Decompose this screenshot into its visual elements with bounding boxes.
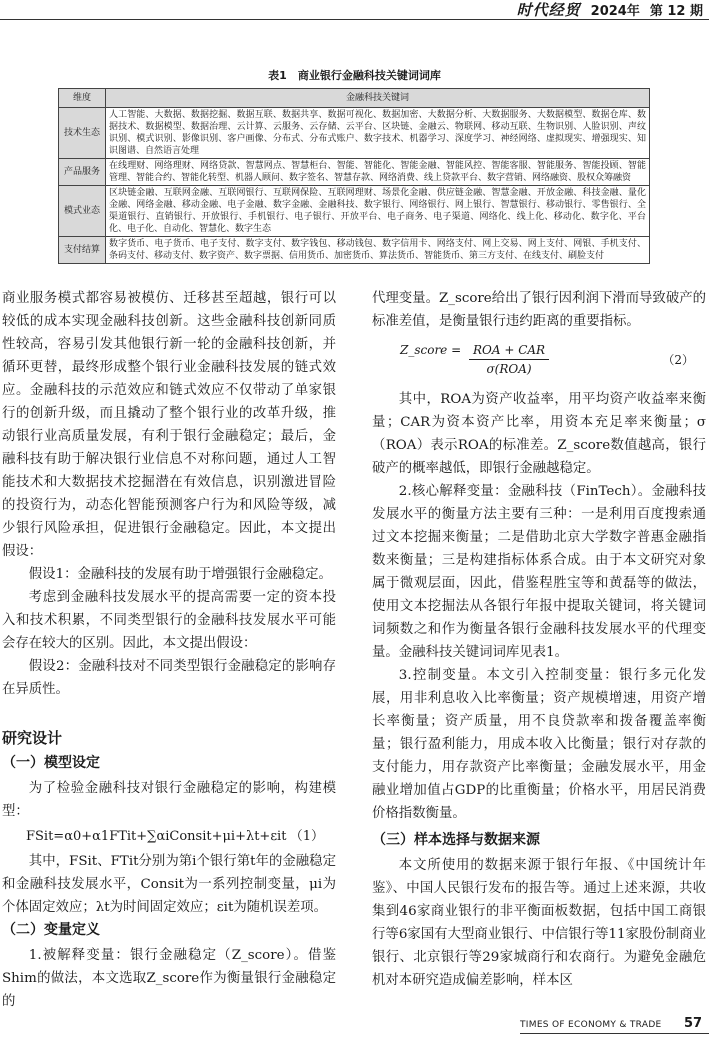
page-number: 57 bbox=[684, 1016, 703, 1031]
table-cell-keywords: 人工智能、大数据、数据挖掘、数据互联、数据共享、数据可视化、数据加密、大数据分析、大数据服务、大数据模型、数据仓库、数据技术、数据模型、数据治理、云计算、云服务、云存储、云平台、区块链、金融云、物联网、移动互联、生物识别、人脸识别、声纹识别、模式识别、影像识别、客户画像、分布式、分布式账户、数字技术、机器学习、深度学习、神经网络、虚拟现实、增强现实、知识图谱、自然语言处理 bbox=[106, 108, 650, 159]
paragraph: 代理变量。Z_score给出了银行因利润下滑而导致破产的标准差值，是衡量银行违约距离的重要指标。 bbox=[372, 291, 706, 329]
section-heading: 研究设计 bbox=[2, 729, 63, 747]
left-column bbox=[2, 287, 336, 1013]
paragraph: 考虑到金融科技发展水平的提高需要一定的资本投入和技术积累，不同类型银行的金融科技发展水平可能会存在较大的区别。因此，本文提出假设： bbox=[2, 590, 336, 651]
equation-1-body: FSit=α0+α1FTit+∑αiConsit+μi+λt+εit bbox=[26, 829, 287, 844]
table-row bbox=[59, 159, 650, 186]
equation-2-number: （2） bbox=[662, 353, 694, 367]
paragraph: 为了检验金融科技对银行金融稳定的影响，构建模型： bbox=[2, 781, 336, 819]
equation-2-fraction bbox=[469, 343, 549, 376]
subsection-heading: （三）样本选择与数据来源 bbox=[372, 832, 540, 848]
page-header bbox=[517, 0, 703, 18]
footer-rule bbox=[520, 1033, 709, 1034]
equation-2-lhs: Z_score = bbox=[400, 343, 462, 357]
table-row bbox=[59, 237, 650, 264]
table-cell-dimension: 模式业态 bbox=[59, 186, 106, 237]
table-cell-dimension: 产品服务 bbox=[59, 159, 106, 186]
table-cell-keywords: 在线理财、网络理财、网络贷款、智慧网点、智慧柜台、智能、智能化、智能金融、智能风控、智能客服、智能服务、智能投顾、智能管理、智能合约、智能化转型、机器人顾问、数字签名、智慧存款、网络消费、线上贷款平台、数字营销、网络融资、股权众筹融资 bbox=[106, 159, 650, 186]
subsection-heading: （二）变量定义 bbox=[2, 922, 100, 938]
table-cell-dimension: 技术生态 bbox=[59, 108, 106, 159]
paragraph: 本文所使用的数据来源于银行年报、《中国统计年鉴》、中国人民银行发布的报告等。通过上述来源，共收集到46家商业银行的非平衡面板数据，包括中国工商银行等6家国有大型商业银行、中信银行等11家股份制商业银行、北京银行等29家城商行和农商行。为避免金融危机对本研究造成偏差影响，样本区 bbox=[372, 858, 706, 988]
journal-footer: TIMES OF ECONOMY & TRADE bbox=[520, 1020, 662, 1030]
equation-2 bbox=[372, 333, 706, 388]
equation-1-number: （1） bbox=[289, 829, 324, 844]
table-row bbox=[59, 186, 650, 237]
keyword-table bbox=[58, 88, 650, 264]
subsection-heading: （一）模型设定 bbox=[2, 755, 100, 771]
paragraph: 其中，ROA为资产收益率，用平均资产收益率来衡量；CAR为资本资产比率，用资本充足率来衡量；σ（ROA）表示ROA的标准差。Z_score数值越高，银行破产的概率越低，即银行金融越稳定。 bbox=[372, 392, 706, 476]
table-cell-keywords: 数字货币、电子货币、电子支付、数字支付、数字钱包、移动钱包、数字信用卡、网络支付、网上交易、网上支付、网银、手机支付、条码支付、移动支付、数字资产、数字票据、信用货币、加密货币、算法货币、智能货币、第三方支付、在线支付、刷脸支付 bbox=[106, 237, 650, 264]
table-header-keywords: 金融科技关键词 bbox=[106, 89, 650, 108]
paragraph: 2.核心解释变量：金融科技（FinTech）。金融科技发展水平的衡量方法主要有三种：一是利用百度搜索通过文本挖掘来衡量；二是借助北京大学数字普惠金融指数来衡量；三是构建指标体系合成。由于本文研究对象属于微观层面，因此，借鉴程胜宝等和黄磊等的做法，使用文本挖掘法从各银行年报中提取关键词，将关键词词频数之和作为衡量各银行金融科技发展水平的代理变量。金融科技关键词词库见表1。 bbox=[372, 484, 706, 660]
paragraph: 3.控制变量。本文引入控制变量：银行多元化发展，用非利息收入比率衡量；资产规模增速，用资产增长率衡量；资产质量，用不良贷款率和拨备覆盖率衡量；银行盈利能力，用成本收入比衡量；银行对存款的支付能力，用存款资产比率衡量；金融发展水平，用金融业增加值占GDP的比重衡量；价格水平，用居民消费价格指数衡量。 bbox=[372, 668, 706, 821]
table-header-dimension: 维度 bbox=[59, 89, 106, 108]
hypothesis-1: 假设1：金融科技的发展有助于增强银行金融稳定。 bbox=[28, 567, 332, 582]
equation-2-numerator: ROA + CAR bbox=[469, 343, 549, 360]
table-cell-dimension: 支付结算 bbox=[59, 237, 106, 264]
paragraph: 其中，FSit、FTit分别为第i个银行第t年的金融稳定和金融科技发展水平，Consit为一系列控制变量，μi为个体固定效应；λt为时间固定效应；εit为随机误差项。 bbox=[2, 854, 336, 915]
table-row bbox=[59, 108, 650, 159]
paragraph: 1.被解释变量：银行金融稳定（Z_score）。借鉴Shim的做法，本文选取Z_score作为衡量银行金融稳定的 bbox=[2, 948, 336, 1009]
paragraph: 商业服务模式都容易被模仿、迁移甚至超越，银行可以较低的成本实现金融科技创新。这些金融科技创新同质性较高，容易引发其他银行新一轮的金融科技创新，并循环更替，最终形成整个银行业金融科技发展的链式效应。金融科技的示范效应和链式效应不仅带动了单家银行的创新升级，而且撬动了整个银行业的改革升级，推动银行业高质量发展，有利于银行金融稳定；最后，金融科技有助于解决银行业信息不对称问题，通过人工智能技术和大数据技术挖掘潜在有效信息，识别激进冒险的投资行为，动态化智能预测客户行为和风险等级，减少银行风险承担，促进银行金融稳定。因此，本文提出假设： bbox=[2, 291, 336, 559]
right-column bbox=[372, 287, 706, 992]
table-caption: 表1 商业银行金融科技关键词词库 bbox=[268, 69, 441, 82]
header-year: 2024年 bbox=[590, 3, 640, 19]
table-cell-keywords: 区块链金融、互联网金融、互联网银行、互联网保险、互联网理财、场景化金融、供应链金融、智慧金融、开放金融、科技金融、量化金融、网络金融、移动金融、电子金融、数字金融、金融科技、数字银行、网络银行、网上银行、智慧银行、移动银行、零售银行、全渠道银行、直销银行、开放银行、手机银行、电子银行、开放平台、电子商务、电子渠道、网络化、线上化、移动化、数字化、平台化、电子化、自动化、智慧化、数字生态 bbox=[106, 186, 650, 237]
equation-2-denominator: σ(ROA) bbox=[486, 362, 532, 376]
header-issue: 第 12 期 bbox=[649, 3, 703, 19]
header-rule bbox=[0, 19, 709, 20]
journal-brand: 时代经贸 bbox=[516, 0, 581, 19]
equation-1 bbox=[2, 823, 336, 850]
hypothesis-2: 假设2：金融科技对不同类型银行金融稳定的影响存在异质性。 bbox=[2, 659, 336, 697]
